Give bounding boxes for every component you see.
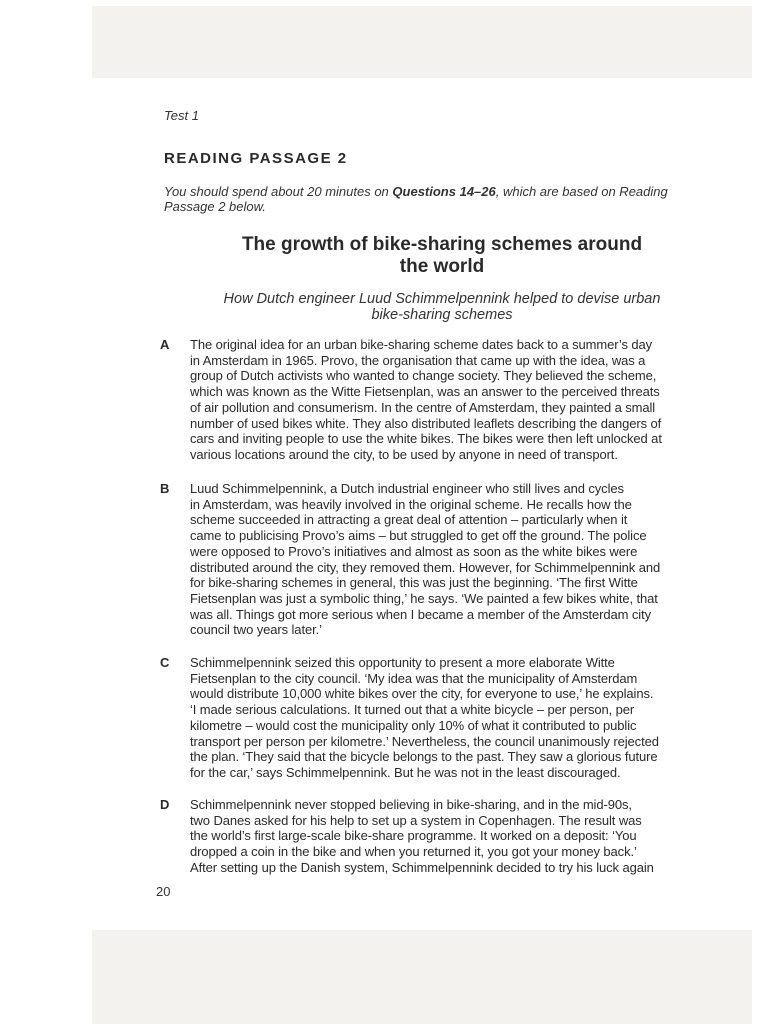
paragraph-text — [190, 655, 728, 781]
instruction-post: , which are based on Reading — [495, 184, 668, 199]
text-line: Luud Schimmelpennink, a Dutch industrial engineer who still lives and cycles — [190, 481, 624, 496]
text-line: the world’s first large-scale bike-share programme. It worked on a deposit: ‘You — [190, 828, 637, 844]
paragraph-letter: D — [160, 797, 170, 812]
instruction-text — [164, 184, 724, 214]
text-line: the plan. ‘They said that the bicycle belongs to the past. They saw a glorious future — [190, 749, 658, 765]
article-subtitle-line2: bike-sharing schemes — [371, 307, 513, 323]
page-number: 20 — [156, 884, 171, 899]
text-line: two Danes asked for his help to set up a system in Copenhagen. The result was — [190, 812, 642, 828]
text-line: number of used bikes white. They also distributed leaflets describing the dangers of — [190, 415, 662, 431]
article-subtitle — [164, 291, 720, 323]
text-line: Schimmelpennink never stopped believing in bike-sharing, and in the mid-90s, — [190, 797, 632, 812]
instruction-questions: Questions 14–26 — [392, 184, 496, 199]
text-line: of air pollution and consumerism. In the centre of Amsterdam, they painted a small — [190, 399, 656, 415]
text-line: council two years later.’ — [190, 622, 322, 638]
text-line: for the car,’ says Schimmelpennink. But he was not in the least discouraged. — [190, 764, 621, 780]
text-line: Fietsenplan to the city council. ‘My idea was that the municipality of Amsterdam — [190, 670, 638, 686]
test-label: Test 1 — [164, 108, 199, 123]
text-line: kilometre – would cost the municipality only 10% of what it contributed to public — [190, 717, 637, 733]
instruction-pre: You should spend about 20 minutes on — [164, 184, 393, 199]
section-title: READING PASSAGE 2 — [164, 150, 348, 167]
text-line: scheme succeeded in attracting a great deal of attention – particularly when it — [190, 512, 628, 528]
text-line: transport per person per kilometre.’ Nevertheless, the council unanimously rejected — [190, 733, 659, 749]
text-line: ‘I made serious calculations. It turned out that a white bicycle – per person, per — [190, 702, 635, 718]
paragraph-text — [190, 797, 728, 876]
text-line: dropped a coin in the bike and when you returned it, you got your money back.’ — [190, 844, 637, 860]
paragraph-text — [190, 337, 728, 463]
text-line: would distribute 10,000 white bikes over the city, for everyone to use,’ he explains. — [190, 686, 654, 702]
article-title-line2: the world — [399, 256, 485, 277]
text-line: was all. Things got more serious when I became a member of the Amsterdam city — [190, 606, 651, 622]
text-line: in Amsterdam in 1965. Provo, the organisation that came up with the idea, was a — [190, 352, 646, 368]
scan-shadow-top — [92, 6, 752, 78]
paragraph-text — [190, 481, 728, 638]
text-line: in Amsterdam, was heavily involved in the original scheme. He recalls how the — [190, 496, 632, 512]
text-line: Fietsenplan was just a symbolic thing,’ he says. ‘We painted a few bikes white, that — [190, 590, 658, 606]
text-line: group of Dutch activists who wanted to change society. They believed the scheme, — [190, 368, 657, 384]
paragraph-letter: A — [160, 337, 170, 352]
text-line: distributed around the city, they removed them. However, for Schimmelpennink and — [190, 559, 661, 575]
text-line: for bike-sharing schemes in general, this was just the beginning. ‘The first Witte — [190, 575, 638, 591]
text-line: cars and inviting people to use the white bikes. The bikes were then left unlocked at — [190, 431, 662, 447]
text-line: various locations around the city, to be used by anyone in need of transport. — [190, 446, 618, 462]
text-line: Schimmelpennink seized this opportunity to present a more elaborate Witte — [190, 655, 615, 670]
text-line: were opposed to Provo’s initiatives and almost as soon as the white bikes were — [190, 543, 638, 559]
paragraph-letter: B — [160, 481, 170, 496]
article-title — [164, 234, 720, 278]
article-title-line1: The growth of bike-sharing schemes around — [241, 234, 643, 255]
text-line: After setting up the Danish system, Schimmelpennink decided to try his luck again — [190, 859, 654, 875]
scan-shadow-bottom — [92, 930, 752, 1024]
text-line: The original idea for an urban bike-sharing scheme dates back to a summer’s day — [190, 337, 653, 352]
text-line: came to publicising Provo’s aims – but struggled to get off the ground. The police — [190, 528, 647, 544]
text-line: which was known as the Witte Fietsenplan, was an answer to the perceived threats — [190, 384, 660, 400]
paragraph-letter: C — [160, 655, 170, 670]
instruction-line2: Passage 2 below. — [164, 199, 266, 214]
article-subtitle-line1: How Dutch engineer Luud Schimmelpennink helped to devise urban — [223, 291, 661, 307]
